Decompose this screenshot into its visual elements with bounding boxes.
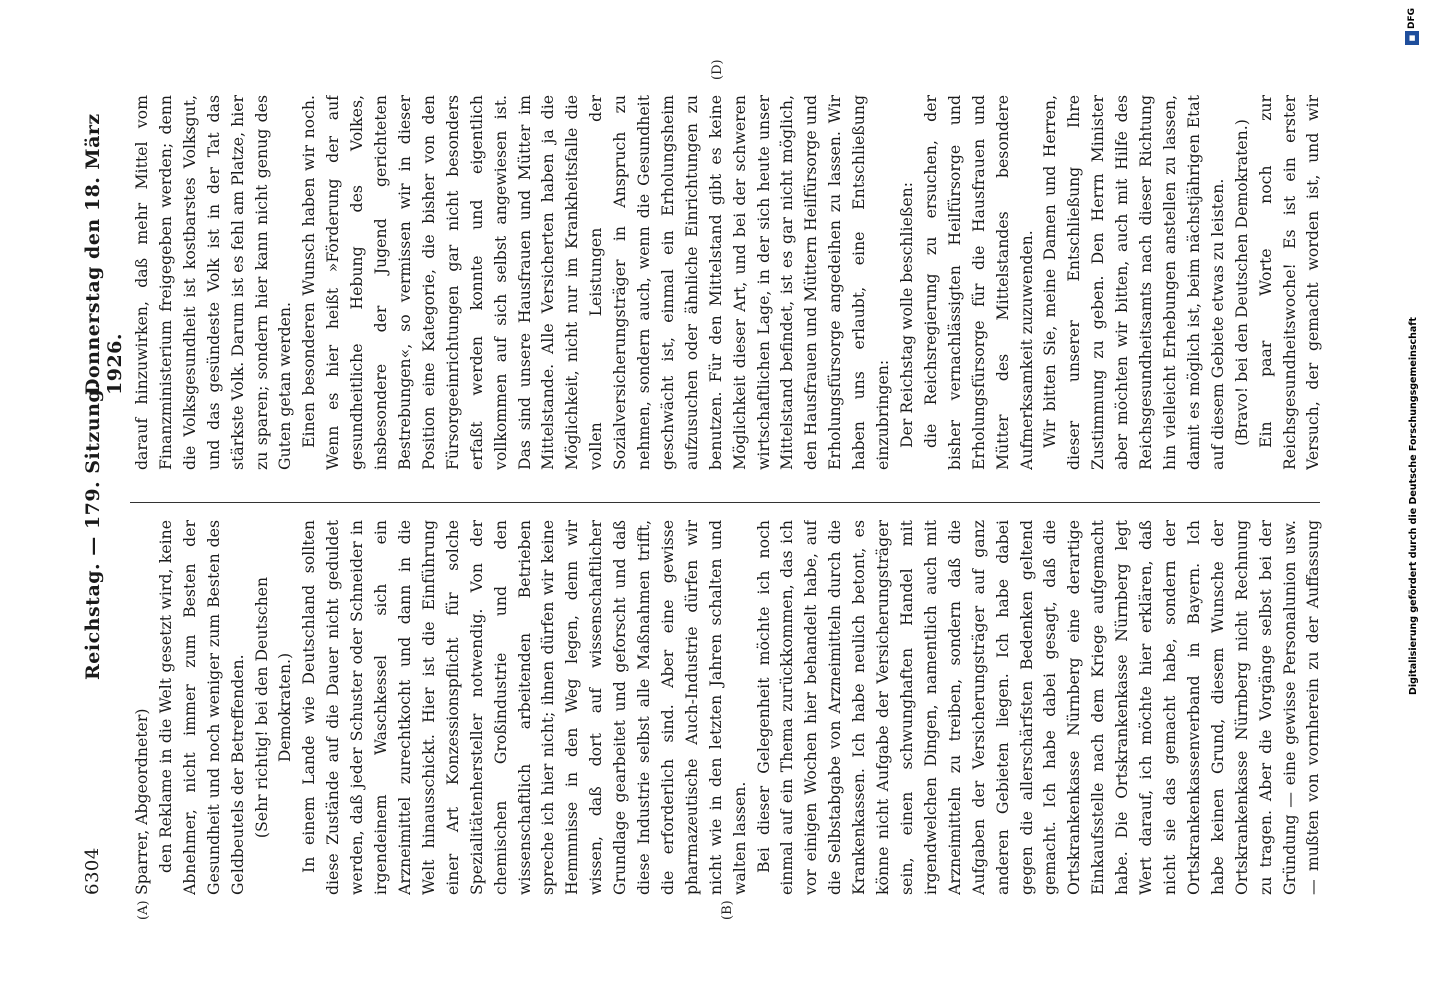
paragraph: (Sehr richtig! bei den Deutschen Demokraten.) xyxy=(251,576,295,839)
paragraph: Wir bitten Sie, meine Damen und Herren, dieser unserer Entschließung Ihre Zustimmung zu geben. Den Herrn Minister aber möchten wir bitten, auch mit Hilfe des Reichsgesundheitsamts nach dieser Richtung hin vielleicht Erhebungen anstellen zu lassen, damit es möglich ist, beim nächstjährigen Etat auf diesem Gebiete etwas zu leisten. xyxy=(1040,95,1227,470)
margin-marker-a: (A) xyxy=(136,900,151,920)
dfg-logo xyxy=(1404,5,1420,45)
right-text-column xyxy=(130,95,1325,470)
margin-marker-d: (D) xyxy=(710,59,725,80)
paragraph: Bei dieser Gelegenheit möchte ich noch einmal auf ein Thema zurückkommen, das ich vor einigen Wochen hier behandelt habe, auf die Selbstabgabe von Arzneimitteln durch die Krankenkassen. Ich habe neulich betont, es könne nicht Aufgabe der Versicherungsträger sein, einen schwunghaften Handel mit irgendwelchen Dingen, namentlich auch mit Arzneimitteln zu treiben, sondern daß die Aufgaben der Versicherungsträger auf ganz anderen Gebieten liegen. Ich habe dabei gegen die allerschärfsten Bedenken geltend gemacht. Ich habe dabei gesagt, daß die Ortskrankenkasse Nürnberg eine derartige Einkaufsstelle nach dem Kriege aufgemacht habe. Die Ortskrankenkasse Nürnberg legt Wert darauf, ich möchte hier erklären, daß nicht sie das gemacht habe, sondern der Ortskrankenkassenverband in Bayern. Ich habe keinen Grund, diesem Wunsche der Ortskrankenkasse Nürnberg nicht Rechnung zu tragen. Aber die Vorgänge selbst bei der Gründung — eine gewisse Personalunion usw. — mußten von vornherein zu der Auffassung xyxy=(753,520,1323,895)
session-title: Reichstag. — 179. Sitzung. xyxy=(82,381,104,680)
page-header xyxy=(78,95,126,895)
left-text-column xyxy=(130,520,1325,895)
dfg-logo-text: DFG xyxy=(1407,7,1417,29)
paragraph: Sparrer, Abgeordneter) xyxy=(132,708,151,895)
dfg-logo-mark: ■ xyxy=(1405,31,1419,45)
paragraph: darauf hinzuwirken, daß mehr Mittel vom Finanzministerium freigegeben werden; denn die Volksgesundheit ist kostbarstes Volksgut, und das gesündeste Volk ist in der Tat das stärkste Volk. Darum ist es fehl am Platze, hier zu sparen; sondern hier kann nicht genug des Guten getan werden. xyxy=(132,95,295,470)
paragraph: den Reklame in die Welt gesetzt wird, keine Abnehmer, nicht immer zum Besten der Gesundheit und noch weniger zum Besten des Geldbeutels der Betreffenden. xyxy=(155,520,247,895)
page-number: 6304 xyxy=(82,847,103,895)
paragraph: In einem Lande wie Deutschland sollten diese Zustände auf die Dauer nicht geduldet werden, daß jeder Schuster oder Schneider in irgendeinem Waschkessel sich ein Arzneimittel zurechtkocht und dann in die Welt hinausschickt. Hier ist die Einführung einer Art Konzessionspflicht für solche Spezialitätenhersteller notwendig. Von der chemischen Großindustrie und den wissenschaftlich arbeitenden Betrieben spreche ich hier nicht; ihnen dürfen wir keine Hemmnisse in den Weg legen, denn wir wissen, daß dort auf wissenschaftlicher Grundlage gearbeitet und geforscht und daß diese Industrie selbst alle Maßnahmen trifft, die erforderlich sind. Aber eine gewisse pharmazeutische Auch-Industrie dürfen wir nicht wie in den letzten Jahren schalten und walten lassen. xyxy=(299,520,749,895)
column-divider xyxy=(130,502,1320,503)
margin-marker-b: (B) xyxy=(720,900,735,920)
paragraph: Einen besonderen Wunsch haben wir noch. Wenn es hier heißt »Förderung der auf gesundheitliche Hebung des Volkes, insbesondere der Jugend gerichteten Bestrebungen«, so vermissen wir in dieser Position eine Kategorie, die bisher von den Fürsorgeeinrichtungen gar nicht besonders erfaßt werden konnte und eigentlich vollkommen auf sich selbst angewiesen ist. Das sind unsere Hausfrauen und Mütter im Mittelstande. Alle Versicherten haben ja die Möglichkeit, nicht nur im Krankheitsfalle die vollen Leistungen der Sozialversicherungsträger in Anspruch zu nehmen, sondern auch, wenn die Gesundheit geschwächt ist, einmal ein Erholungsheim aufzusuchen oder ähnliche Einrichtungen zu benutzen. Für den Mittelstand gibt es keine Möglichkeit dieser Art, und bei der schweren wirtschaftlichen Lage, in der sich heute unser Mittelstand befindet, ist es gar nicht möglich, den Hausfrauen und Müttern Heilfürsorge und Erholungsfürsorge angedeihen zu lassen. Wir haben uns erlaubt, eine Entschließung einzubringen: xyxy=(299,95,893,470)
paragraph: Der Reichstag wolle beschließen: xyxy=(897,182,916,448)
session-date: Donnerstag den 18. März 1926. xyxy=(82,113,126,395)
paragraph: Ein paar Worte noch zur Reichsgesundheitswoche! Es ist ein erster Versuch, der gemacht worden ist, und wir xyxy=(1255,95,1323,470)
digitization-strip xyxy=(1400,0,1434,1000)
paragraph: die Reichsregierung zu ersuchen, der bisher vernachlässigten Heilfürsorge und Erholungsfürsorge für die Hausfrauen und Mütter des Mittelstandes besondere Aufmerksamkeit zuzuwenden. xyxy=(920,95,1036,470)
digitization-note: Digitalisierung gefördert durch die Deutsche Forschungsgemeinschaft xyxy=(1408,317,1419,695)
paragraph: (Bravo! bei den Deutschen Demokraten.) xyxy=(1231,119,1251,446)
